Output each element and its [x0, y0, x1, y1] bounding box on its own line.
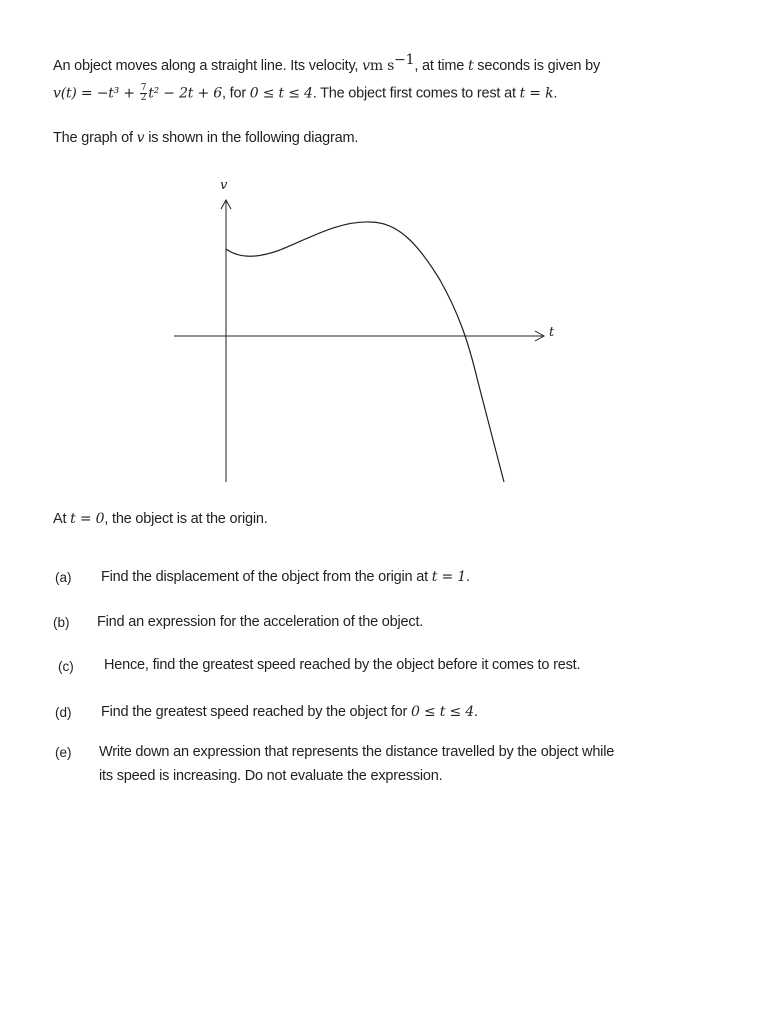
question-text: .: [473, 704, 478, 720]
caption-symbol: v: [136, 130, 145, 146]
question-e-line-1: [99, 744, 614, 760]
origin-statement: [53, 511, 268, 527]
origin-text: At: [53, 511, 67, 527]
velocity-unit: m s: [369, 57, 395, 74]
question-text: Write down an expression that represents the distance travelled by the object while: [99, 744, 615, 760]
question-text: Hence, find the greatest speed reached by the object before it comes to rest.: [104, 657, 581, 673]
rest-time: t = k: [519, 85, 554, 102]
intro-text: . The object first comes to rest at: [312, 85, 516, 102]
intro-text: , at time: [414, 57, 465, 74]
intro-text: An object moves along a straight line. Its velocity,: [53, 57, 359, 74]
question-label-d: (d): [55, 705, 72, 720]
question-text: Find the displacement of the object from the origin at: [101, 569, 428, 585]
intro-text: seconds is given by: [477, 57, 601, 74]
origin-text: , the object is at the origin.: [104, 511, 268, 527]
intro-text: , for: [221, 85, 246, 102]
question-text: .: [465, 569, 470, 585]
velocity-symbol: v: [362, 57, 370, 74]
question-e-line-2: [99, 768, 442, 784]
caption-text: is shown in the following diagram.: [148, 130, 359, 146]
question-label-c: (c): [58, 659, 74, 674]
x-axis-label: t: [549, 325, 555, 340]
y-axis-label: v: [220, 178, 228, 193]
question-a: [101, 569, 470, 585]
question-c: [104, 657, 580, 673]
question-label-e: (e): [55, 745, 72, 760]
question-text: Find the greatest speed reached by the object for: [101, 704, 408, 720]
question-label-b: (b): [53, 615, 70, 630]
question-d: [101, 704, 478, 720]
question-b: [97, 614, 423, 630]
velocity-curve: [226, 222, 504, 482]
unit-exponent: −1: [394, 52, 415, 68]
fraction-denominator: 2: [140, 93, 147, 103]
question-math: 0 ≤ t ≤ 4: [411, 704, 474, 720]
fraction-numerator: 7: [140, 83, 147, 93]
domain: 0 ≤ t ≤ 4: [249, 85, 313, 102]
velocity-equation: v(t) = −t³ +: [53, 85, 135, 102]
caption-text: The graph of: [53, 130, 133, 146]
velocity-equation-rest: t² − 2t + 6: [148, 85, 222, 102]
question-math: t = 1: [431, 569, 466, 585]
question-label-a: (a): [55, 570, 72, 585]
origin-time: t = 0: [70, 511, 105, 527]
time-symbol: t: [468, 57, 474, 74]
question-text: its speed is increasing. Do not evaluate the expression.: [99, 768, 443, 784]
intro-text: .: [553, 85, 558, 102]
question-text: Find an expression for the acceleration of the object.: [97, 614, 424, 630]
